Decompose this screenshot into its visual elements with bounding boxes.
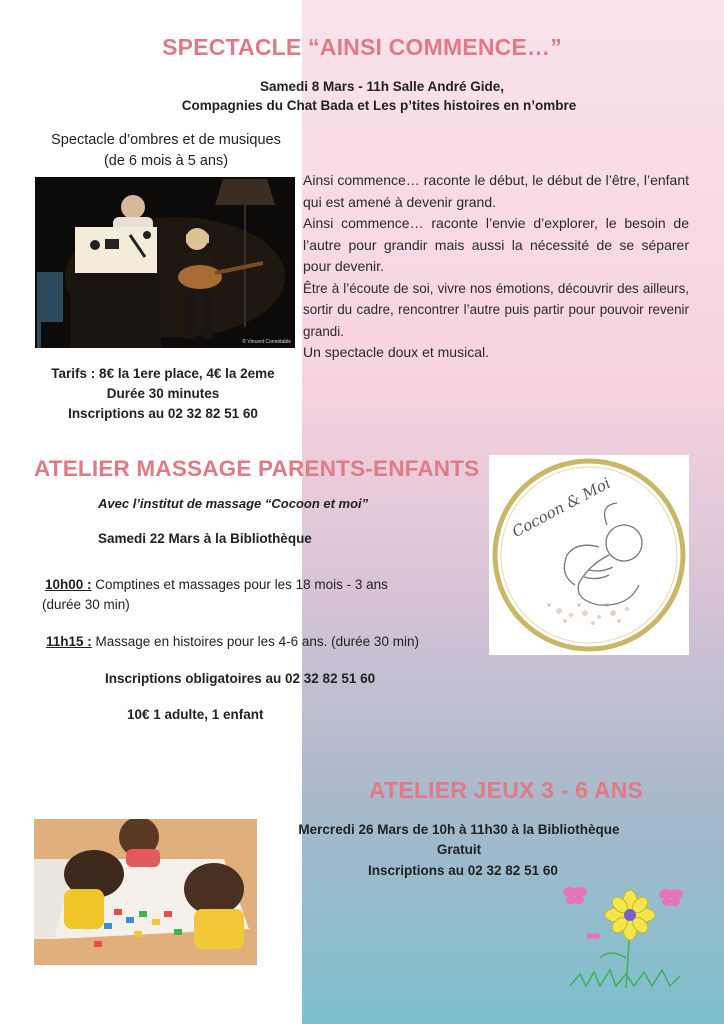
- slot2-text: Massage en histoires pour les 4-6 ans. (durée 30 min): [91, 634, 419, 649]
- flower-decoration-icon: [560, 878, 690, 990]
- cocoon-logo-text: Cocoon & Moi: [509, 473, 614, 541]
- jeux-info: [276, 820, 642, 860]
- massage-slot-1: [45, 575, 465, 594]
- spectacle-info: [30, 364, 296, 424]
- spectacle-subtitle-line1: Spectacle d’ombres et de musiques: [51, 132, 281, 148]
- massage-inscriptions: Inscriptions obligatoires au 02 32 82 51 60: [105, 671, 376, 686]
- spectacle-para-1: Ainsi commence… raconte le début, le début de l’être, l’enfant qui est amené à devenir grand.: [303, 172, 689, 210]
- massage-with: Avec l’institut de massage “Cocoon et moi”: [98, 496, 369, 511]
- spectacle-para-4: Un spectacle doux et musical.: [303, 344, 489, 360]
- jeux-title: ATELIER JEUX 3 - 6 ANS: [369, 777, 644, 803]
- spectacle-para-3: Être à l’écoute de soi, vivre nos émotions, découvrir des ailleurs, sortir du cadre, rencontrer l’autre puis partir pour pouvoir revenir grandi.: [303, 280, 689, 339]
- photo-credit: © Vincent Connétable: [242, 339, 291, 345]
- slot1-time: 10h00 :: [45, 577, 92, 592]
- jeux-photo-illustration: [34, 819, 257, 965]
- spectacle-subtitle-line2: (de 6 mois à 5 ans): [103, 153, 229, 169]
- spectacle-tarifs: Tarifs : 8€ la 1ere place, 4€ la 2eme: [51, 366, 275, 381]
- massage-title: ATELIER MASSAGE PARENTS-ENFANTS: [34, 456, 480, 481]
- massage-date: Samedi 22 Mars à la Bibliothèque: [98, 531, 312, 546]
- slot1-duration: (durée 30 min): [42, 597, 130, 612]
- spectacle-companies: Compagnies du Chat Bada et Les p’tites histoires en n’ombre: [181, 98, 577, 113]
- massage-price: 10€ 1 adulte, 1 enfant: [127, 707, 264, 722]
- spectacle-subtitle: [30, 130, 302, 172]
- spectacle-inscriptions: Inscriptions au 02 32 82 51 60: [68, 406, 258, 421]
- spectacle-date: Samedi 8 Mars - 11h Salle André Gide,: [259, 79, 505, 94]
- spectacle-photo: [35, 177, 295, 348]
- jeux-gratuit: Gratuit: [436, 842, 482, 857]
- cocoon-logo: [489, 455, 689, 655]
- slot1-text: Comptines et massages pour les 18 mois - 3 ans: [91, 577, 388, 592]
- spectacle-para-2: Ainsi commence… raconte l’envie d’explorer, le besoin de l’autre pour grandir mais aussi la nécessité de se séparer pour devenir.: [303, 215, 689, 274]
- spectacle-duree: Durée 30 minutes: [106, 386, 220, 401]
- slot2-time: 11h15 :: [46, 634, 92, 649]
- spectacle-photo-illustration: [35, 177, 295, 348]
- jeux-photo: [34, 819, 257, 965]
- spectacle-description: [303, 170, 689, 364]
- jeux-inscriptions: Inscriptions au 02 32 82 51 60: [368, 863, 558, 878]
- jeux-date: Mercredi 26 Mars de 10h à 11h30 à la Bibliothèque: [298, 822, 620, 837]
- massage-slot-2: [46, 632, 476, 651]
- spectacle-title: SPECTACLE “AINSI COMMENCE…”: [162, 34, 562, 60]
